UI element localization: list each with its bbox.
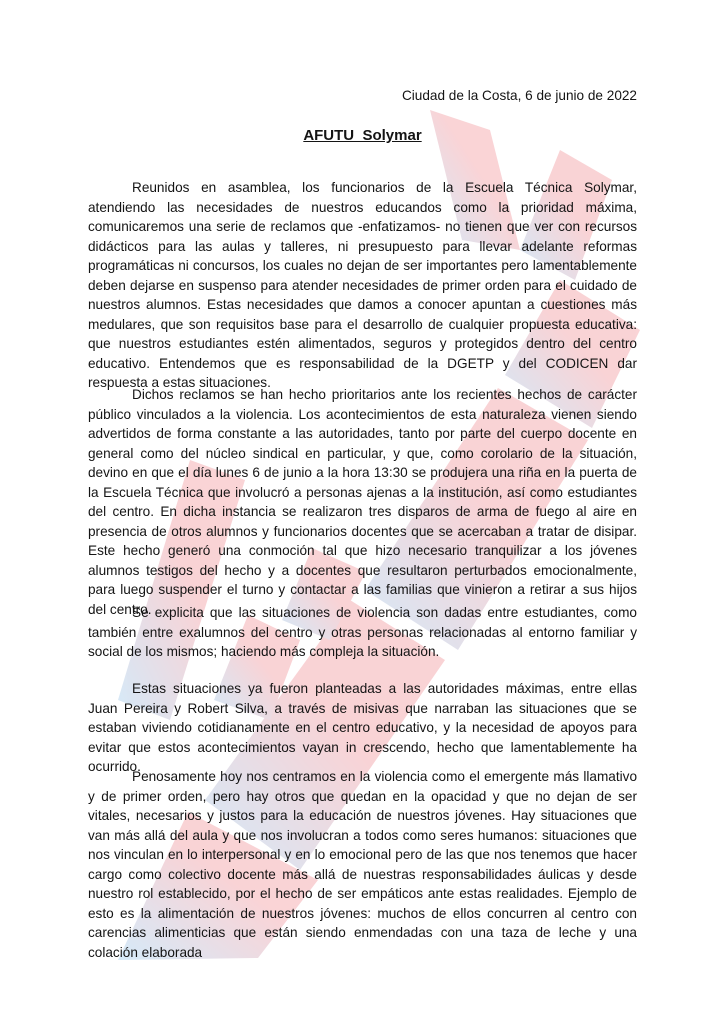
- paragraph-1: Reunidos en asamblea, los funcionarios de la Escuela Técnica Solymar, atendiendo las necesidades de nuestros educandos como la prioridad máxima, comunicaremos una serie de reclamos que -enfatizamos- no tienen que ver con recursos didácticos para las aulas y talleres, ni presupuesto para llevar adelante reformas programáticas ni concursos, los cuales no dejan de ser importantes pero lamentablemente deben dejarse en suspenso para atender necesidades de primer orden para el cuidado de nuestros alumnos. Estas necesidades que damos a conocer apuntan a cuestiones más medulares, que son requisitos base para el desarrollo de cualquier propuesta educativa: que nuestros estudiantes estén alimentados, seguros y protegidos dentro del centro educativo. Entendemos que es responsabilidad de la DGETP y del CODICEN dar respuesta a estas situaciones.: [88, 180, 637, 390]
- date-line: Ciudad de la Costa, 6 de junio de 2022: [401, 88, 637, 103]
- paragraph-2: Dichos reclamos se han hecho prioritarios ante los recientes hechos de carácter público vinculados a la violencia. Los acontecimientos de esta naturaleza vienen siendo advertidos de forma constante a las autoridades, tanto por parte del cuerpo docente en general como del núcleo sindical en particular, y que, como corolario de la situación, devino en que el día lunes 6 de junio a la hora 13:30 se produjera una riña en la puerta de la Escuela Técnica que involucró a personas ajenas a la institución, así como estudiantes del centro. En dicha instancia se realizaron tres disparos de arma de fuego al aire en presencia de otros alumnos y funcionarios docentes que se acercaban a tratar de disipar. Este hecho generó una conmoción tal que hizo necesario tranquilizar a los jóvenes alumnos testigos del hecho y a docentes que resultaron perturbados emocionalmente, para luego suspender el turno y contactar a las familias que vinieron a retirar a sus hijos del centro.: [88, 387, 637, 617]
- document-title: AFUTU Solymar: [303, 127, 422, 144]
- paragraph-5: Penosamente hoy nos centramos en la violencia como el emergente más llamativo y de primer orden, pero hay otros que quedan en la opacidad y que no dejan de ser vitales, necesarios y justos para la educación de nuestros jóvenes. Hay situaciones que van más allá del aula y que nos involucran a todos como seres humanos: situaciones que nos vinculan en lo interpersonal y en lo emocional pero de las que nos tenemos que hacer cargo como colectivo docente más allá de nuestras responsabilidades áulicas y desde nuestro rol establecido, por el hecho de ser empáticos ante estas realidades. Ejemplo de esto es la alimentación de nuestros jóvenes: muchos de ellos concurren al centro con carencias alimenticias que están siendo enmendadas con una taza de leche y una colación elaborada: [88, 769, 637, 960]
- paragraph-4: Estas situaciones ya fueron planteadas a las autoridades máximas, entre ellas Juan Pereira y Robert Silva, a través de misivas que narraban las situaciones que se estaban viviendo cotidianamente en el centro educativo, y la necesidad de apoyos para evitar que estos acontecimientos vayan in crescendo, hecho que lamentablemente ha ocurrido.: [88, 681, 637, 774]
- paragraph-3: Se explicita que las situaciones de violencia son dadas entre estudiantes, como también entre exalumnos del centro y otras personas relacionadas al entorno familiar y social de los mismos; haciendo más compleja la situación.: [88, 605, 637, 659]
